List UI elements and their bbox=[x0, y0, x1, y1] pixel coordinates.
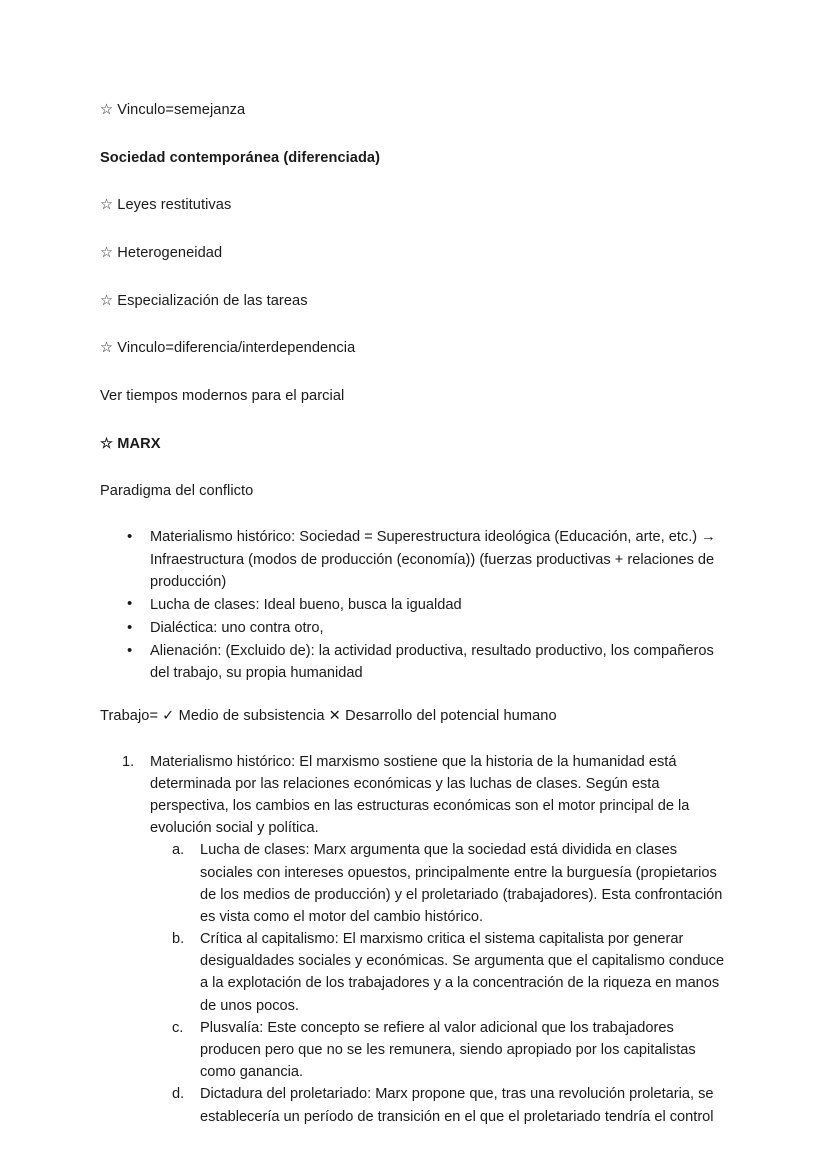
line-vinculo-diferencia: ☆ Vinculo=diferencia/interdependencia bbox=[100, 340, 356, 357]
line-especializacion-tareas: ☆ Especialización de las tareas bbox=[100, 292, 308, 309]
sub-list-item-text: Lucha de clases: Marx argumenta que la sociedad está dividida en clases sociales con intereses opuestos, principalmente entre la burguesía (propietarios de los medios de producción) y el proletariado (trabajadores). Esta confrontación es vista como el motor del cambio histórico. bbox=[200, 842, 723, 925]
list-item-text: • Dialéctica: uno contra otro, bbox=[150, 620, 324, 637]
heading-sociedad-contemporanea: Sociedad contemporánea (diferenciada) bbox=[100, 149, 381, 166]
list-item bbox=[100, 640, 728, 684]
line-paradigma-conflicto: Paradigma del conflicto bbox=[100, 483, 254, 500]
marx-detail-numbered-list bbox=[100, 751, 728, 1128]
list-item bbox=[100, 751, 728, 1128]
line-vinculo-semejanza: ☆ Vinculo=semejanza bbox=[100, 102, 246, 118]
line-leyes-restitutivas: ☆ Leyes restitutivas bbox=[100, 197, 232, 214]
sub-list-item bbox=[150, 1083, 728, 1127]
heading-marx: ☆ MARX bbox=[100, 435, 161, 452]
list-item-text: • Materialismo histórico: Sociedad = Superestructura ideológica (Educación, arte, etc.) → Infraestructura (modos de producción (economía)) (fuerzas productivas + relaciones de producción) bbox=[150, 529, 716, 590]
list-item-text: Materialismo histórico: El marxismo sostiene que la historia de la humanidad está determinada por las relaciones económicas y las luchas de clases. Según esta perspectiva, los cambios en las estructuras económicas son el motor principal de la evolución social y política. bbox=[150, 753, 690, 837]
document-body bbox=[100, 100, 728, 1128]
list-item bbox=[100, 526, 728, 593]
sub-list-item bbox=[150, 1017, 728, 1084]
list-item-text: • Lucha de clases: Ideal bueno, busca la igualdad bbox=[150, 596, 462, 613]
sub-list-item-text: Dictadura del proletariado: Marx propone que, tras una revolución proletaria, se establecería un período de transición en el que el proletariado tendría el control bbox=[200, 1086, 714, 1125]
sub-list-item bbox=[150, 928, 728, 1017]
sub-list-item-text: Crítica al capitalismo: El marxismo critica el sistema capitalista por generar desigualdades sociales y económicas. Se argumenta que el capitalismo conduce a la explotación de los trabajadores y a la concentración de la riqueza en manos de unos pocos. bbox=[200, 931, 725, 1014]
line-trabajo: Trabajo= ✓ Medio de subsistencia ✕ Desarrollo del potencial humano bbox=[100, 707, 557, 724]
sub-list-item bbox=[150, 839, 728, 928]
list-item bbox=[100, 594, 728, 616]
sub-list-item-text: Plusvalía: Este concepto se refiere al valor adicional que los trabajadores producen pero que no se les remunera, siendo apropiado por los capitalistas como ganancia. bbox=[200, 1019, 696, 1081]
line-heterogeneidad: ☆ Heterogeneidad bbox=[100, 244, 223, 261]
list-item-text: • Alienación: (Excluido de): la actividad productiva, resultado productivo, los compañeros del trabajo, su propia humanidad bbox=[150, 643, 714, 682]
line-ver-tiempos-modernos: Ver tiempos modernos para el parcial bbox=[100, 387, 345, 404]
list-item bbox=[100, 617, 728, 639]
marx-concepts-bullet-list bbox=[100, 526, 728, 684]
marx-detail-sub-list bbox=[150, 839, 728, 1127]
